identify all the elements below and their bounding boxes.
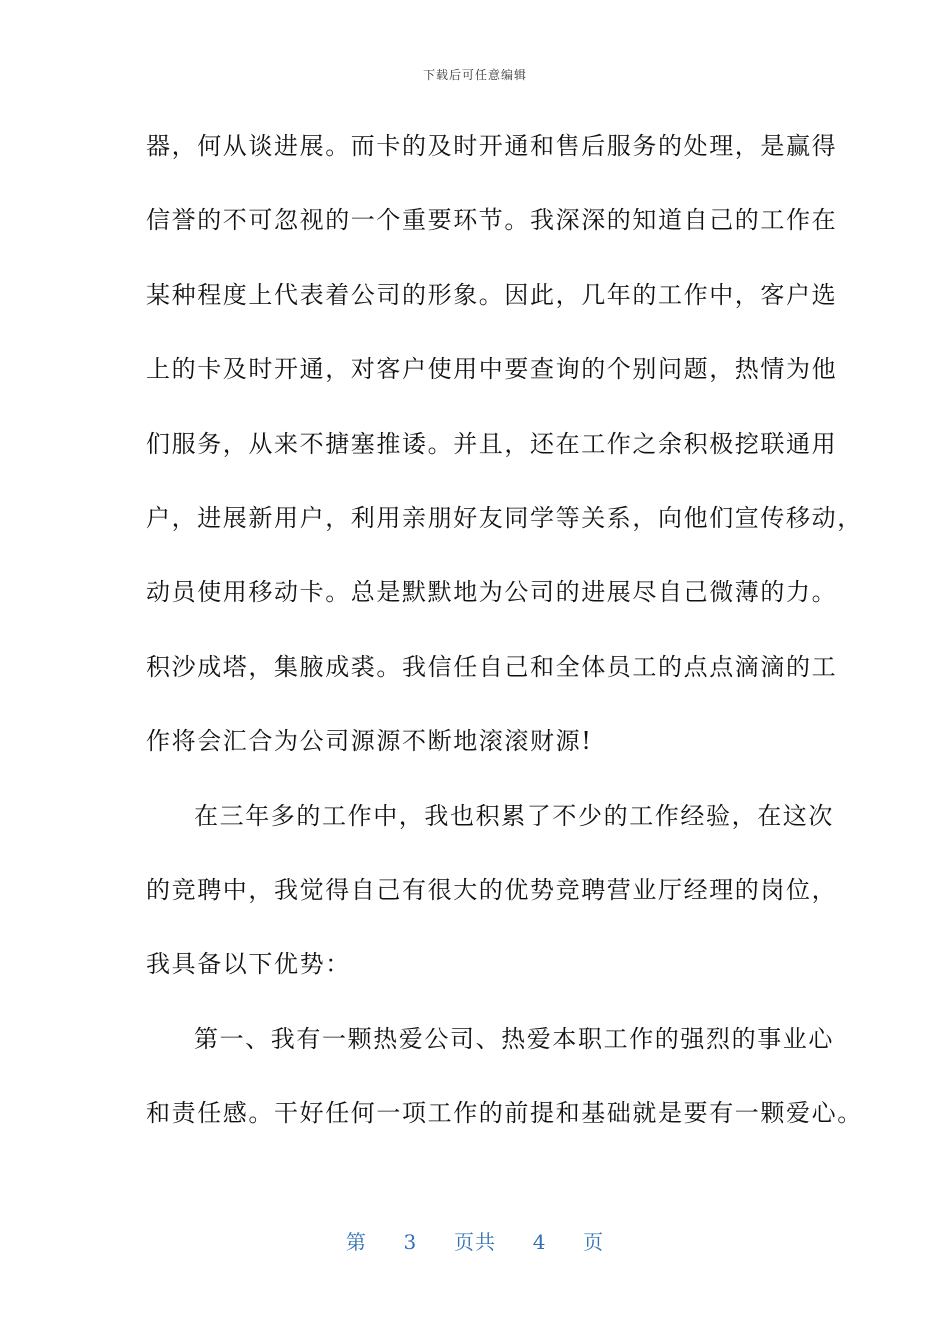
text-line: 某种程度上代表着公司的形象。因此，几年的工作中，客户选 <box>146 280 838 309</box>
text-line: 的竞聘中，我觉得自己有很大的优势竞聘营业厅经理的岗位， <box>146 875 838 904</box>
page-footer <box>0 1226 950 1255</box>
text-line: 和责任感。干好任何一项工作的前提和基础就是要有一颗爱心。 <box>146 1099 863 1128</box>
text-line: 积沙成塔，集腋成裘。我信任自己和全体员工的点点滴滴的工 <box>146 652 838 681</box>
text-line: 器，何从谈进展。而卡的及时开通和售后服务的处理，是赢得 <box>146 132 838 160</box>
paragraph-start-line: 在三年多的工作中，我也积累了不少的工作经验，在这次 <box>194 801 834 830</box>
footer-middle: 页共 <box>454 1230 496 1254</box>
current-page-number: 3 <box>403 1230 418 1254</box>
text-line: 作将会汇合为公司源源不断地滚滚财源! <box>146 727 593 756</box>
footer-prefix: 第 <box>345 1230 367 1254</box>
text-line: 们服务，从来不搪塞推诿。并且，还在工作之余积极挖联通用 <box>146 429 838 458</box>
total-pages-number: 4 <box>532 1230 547 1254</box>
text-line: 户，进展新用户，利用亲朋好友同学等关系，向他们宣传移动， <box>146 503 863 532</box>
text-line: 上的卡及时开通，对客户使用中要查询的个别问题，热情为他 <box>146 355 838 384</box>
text-line: 信誉的不可忽视的一个重要环节。我深深的知道自己的工作在 <box>146 206 838 235</box>
text-line: 我具备以下优势： <box>146 950 351 979</box>
paragraph-start-line: 第一、我有一颗热爱公司、热爱本职工作的强烈的事业心 <box>194 1024 834 1053</box>
document-body <box>146 121 863 1162</box>
text-line: 动员使用移动卡。总是默默地为公司的进展尽自己微薄的力。 <box>146 578 838 607</box>
page-header: 下载后可任意编辑 <box>422 68 527 82</box>
footer-suffix: 页 <box>583 1230 605 1254</box>
